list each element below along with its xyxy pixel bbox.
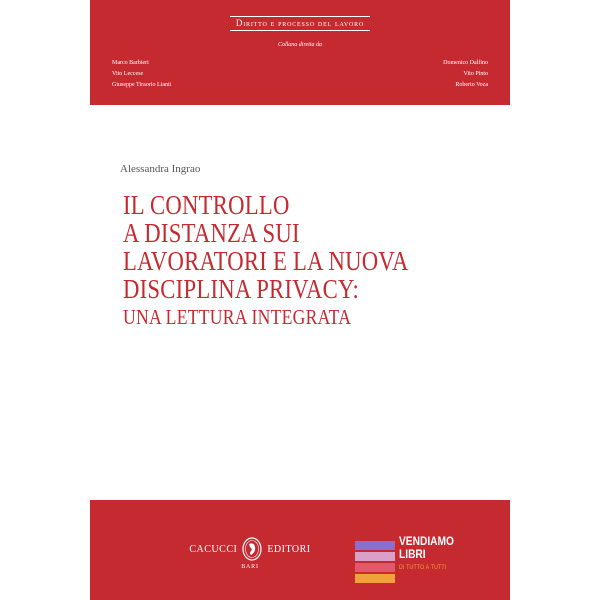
book-cover xyxy=(90,0,510,600)
publisher-name-right: EDITORI xyxy=(267,543,311,555)
vendiamo-libri-badge xyxy=(355,535,495,587)
top-band xyxy=(90,0,510,105)
badge-stripe xyxy=(355,574,395,583)
editor-name: Domenico Dalfino xyxy=(443,60,488,66)
badge-stripe xyxy=(355,552,395,561)
badge-stripe xyxy=(355,563,395,572)
editor-name: Vito Pinto xyxy=(463,71,488,77)
series-title-text: Diritto e processo del lavoro xyxy=(230,16,370,31)
editor-name: Giuseppe Tiraorio Lianti xyxy=(112,82,172,88)
title-line: A DISTANZA SUI xyxy=(123,218,300,248)
editor-name: Marco Barbieri xyxy=(112,60,149,66)
badge-line2: LIBRI xyxy=(399,547,426,561)
editor-name: Vito Leccese xyxy=(112,71,144,77)
editor-name: Roberto Voza xyxy=(455,82,488,88)
publisher-name-left: CACUCCI xyxy=(189,543,238,555)
editors-right xyxy=(443,58,488,91)
badge-stripe xyxy=(355,541,395,550)
badge-tagline: DI TUTTO A TUTTI xyxy=(399,565,447,571)
editors-left xyxy=(112,58,171,91)
series-title xyxy=(90,16,510,31)
title-line: DISCIPLINA PRIVACY: xyxy=(123,274,360,304)
badge-text xyxy=(399,535,454,575)
title-line: IL CONTROLLO xyxy=(123,190,290,220)
directed-by-label: Collana diretta da xyxy=(277,42,323,48)
publisher-city: BARI xyxy=(241,564,259,570)
author-name: Alessandra Ingrao xyxy=(120,163,201,175)
badge-stripes-icon xyxy=(355,541,395,585)
badge-line1: VENDIAMO xyxy=(399,534,454,548)
title-line: LAVORATORI E LA NUOVA xyxy=(123,246,409,276)
book-subtitle: UNA LETTURA INTEGRATA xyxy=(123,305,352,329)
publisher-logo-icon xyxy=(241,536,263,562)
book-title xyxy=(123,191,503,331)
